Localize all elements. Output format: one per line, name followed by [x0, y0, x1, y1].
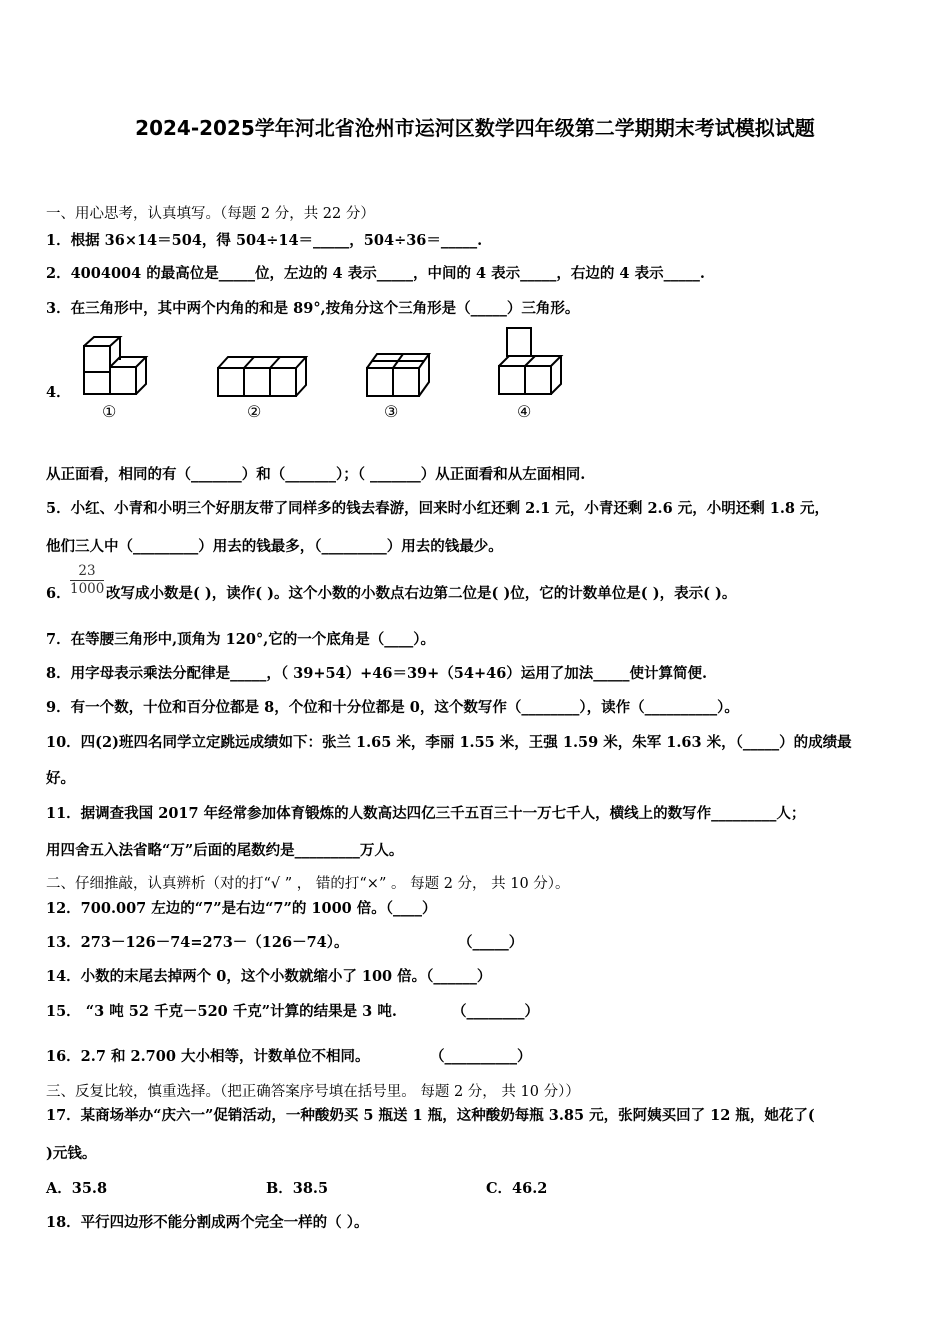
- figure-label-3: ③: [384, 402, 399, 421]
- question-13: 13．273－126－74=273－（126－74）。: [46, 934, 349, 951]
- question-6-text: 改写成小数是( )，读作( )。这个小数的小数点右边第二位是( )位，它的计数单位是( )，表示( )。: [106, 585, 737, 602]
- section-1-heading: 一、用心思考，认真填写。（每题 2 分，共 22 分）: [46, 206, 375, 222]
- question-4-number: 4．: [46, 384, 71, 401]
- question-10-line-2: 好。: [46, 770, 75, 787]
- question-8: 8．用字母表示乘法分配律是_____，（ 39+54）+46＝39+（54+46）运用了加法_____使计算简便.: [46, 665, 708, 682]
- question-5-line-2: 他们三人中（_________）用去的钱最多，（_________）用去的钱最少。: [46, 538, 503, 555]
- question-16-blank: （__________）: [430, 1048, 532, 1065]
- question-16: 16．2.7 和 2.700 大小相等，计数单位不相同。: [46, 1048, 370, 1065]
- question-6-number: 6．: [46, 585, 71, 602]
- question-17-option-b: B．38.5: [266, 1180, 329, 1197]
- question-11-line-2: 用四舍五入法省略“万”后面的尾数约是_________万人。: [46, 842, 404, 859]
- page-title: 2024-2025学年河北省沧州市运河区数学四年级第二学期期末考试模拟试题: [135, 116, 815, 140]
- question-15: 15． “3 吨 52 千克－520 千克”计算的结果是 3 吨.: [46, 1003, 397, 1020]
- cube-figure-3: [363, 350, 443, 400]
- question-7: 7．在等腰三角形中,顶角为 120°,它的一个底角是（____）。: [46, 631, 435, 648]
- question-17-line-2: )元钱。: [46, 1145, 97, 1162]
- figure-label-1: ①: [102, 402, 117, 421]
- section-3-heading: 三、反复比较，慎重选择。（把正确答案序号填在括号里。 每题 2 分， 共 10 分））: [46, 1084, 580, 1100]
- question-2: 2．4004004 的最高位是_____位，左边的 4 表示_____，中间的 4 表示_____，右边的 4 表示_____.: [46, 265, 705, 282]
- cube-figure-2: [214, 350, 318, 400]
- cube-figure-4: [495, 322, 575, 400]
- section-2-heading: 二、仔细推敲，认真辨析（对的打“√ ” ， 错的打“×” 。 每题 2 分， 共 10 分）。: [46, 876, 570, 892]
- fraction-23-over-1000: [70, 563, 104, 598]
- question-13-blank: （_____）: [458, 934, 524, 951]
- question-17-option-a: A．35.8: [46, 1180, 108, 1197]
- question-1: 1．根据 36×14＝504，得 504÷14＝_____，504÷36＝_____.: [46, 232, 483, 249]
- question-17-option-c: C．46.2: [486, 1180, 548, 1197]
- question-14: 14．小数的末尾去掉两个 0，这个小数就缩小了 100 倍。（______）: [46, 968, 492, 985]
- question-17-line-1: 17．某商场举办“庆六一”促销活动，一种酸奶买 5 瓶送 1 瓶，这种酸奶每瓶 3.85 元，张阿姨买回了 12 瓶，她花了(: [46, 1107, 815, 1124]
- question-18: 18．平行四边形不能分割成两个完全一样的（ ）。: [46, 1214, 369, 1231]
- question-10-line-1: 10．四(2)班四名同学立定跳远成绩如下：张兰 1.65 米，李丽 1.55 米，王强 1.59 米，朱军 1.63 米，（_____）的成绩最: [46, 734, 852, 751]
- question-5-line-1: 5．小红、小青和小明三个好朋友带了同样多的钱去春游，回来时小红还剩 2.1 元，小青还剩 2.6 元，小明还剩 1.8 元，: [46, 500, 830, 517]
- figure-label-4: ④: [517, 402, 532, 421]
- fraction-denominator: 1000: [70, 581, 105, 597]
- fraction-numerator: 23: [70, 563, 104, 581]
- question-15-blank: （________）: [452, 1003, 539, 1020]
- question-4-text: 从正面看，相同的有（_______）和（_______）；（ _______）从正面看和从左面相同.: [46, 466, 586, 483]
- question-11-line-1: 11．据调查我国 2017 年经常参加体育锻炼的人数高达四亿三千五百三十一万七千人，横线上的数写作_________人；: [46, 805, 806, 822]
- question-12: 12．700.007 左边的“7”是右边“7”的 1000 倍。（____）: [46, 900, 437, 917]
- question-9: 9．有一个数，十位和百分位都是 8，个位和十分位都是 0，这个数写作（________），读作（__________）。: [46, 699, 739, 716]
- cube-figure-1: [80, 334, 160, 399]
- figure-label-2: ②: [247, 402, 262, 421]
- question-3: 3．在三角形中，其中两个内角的和是 89°,按角分这个三角形是（_____）三角形。: [46, 300, 580, 317]
